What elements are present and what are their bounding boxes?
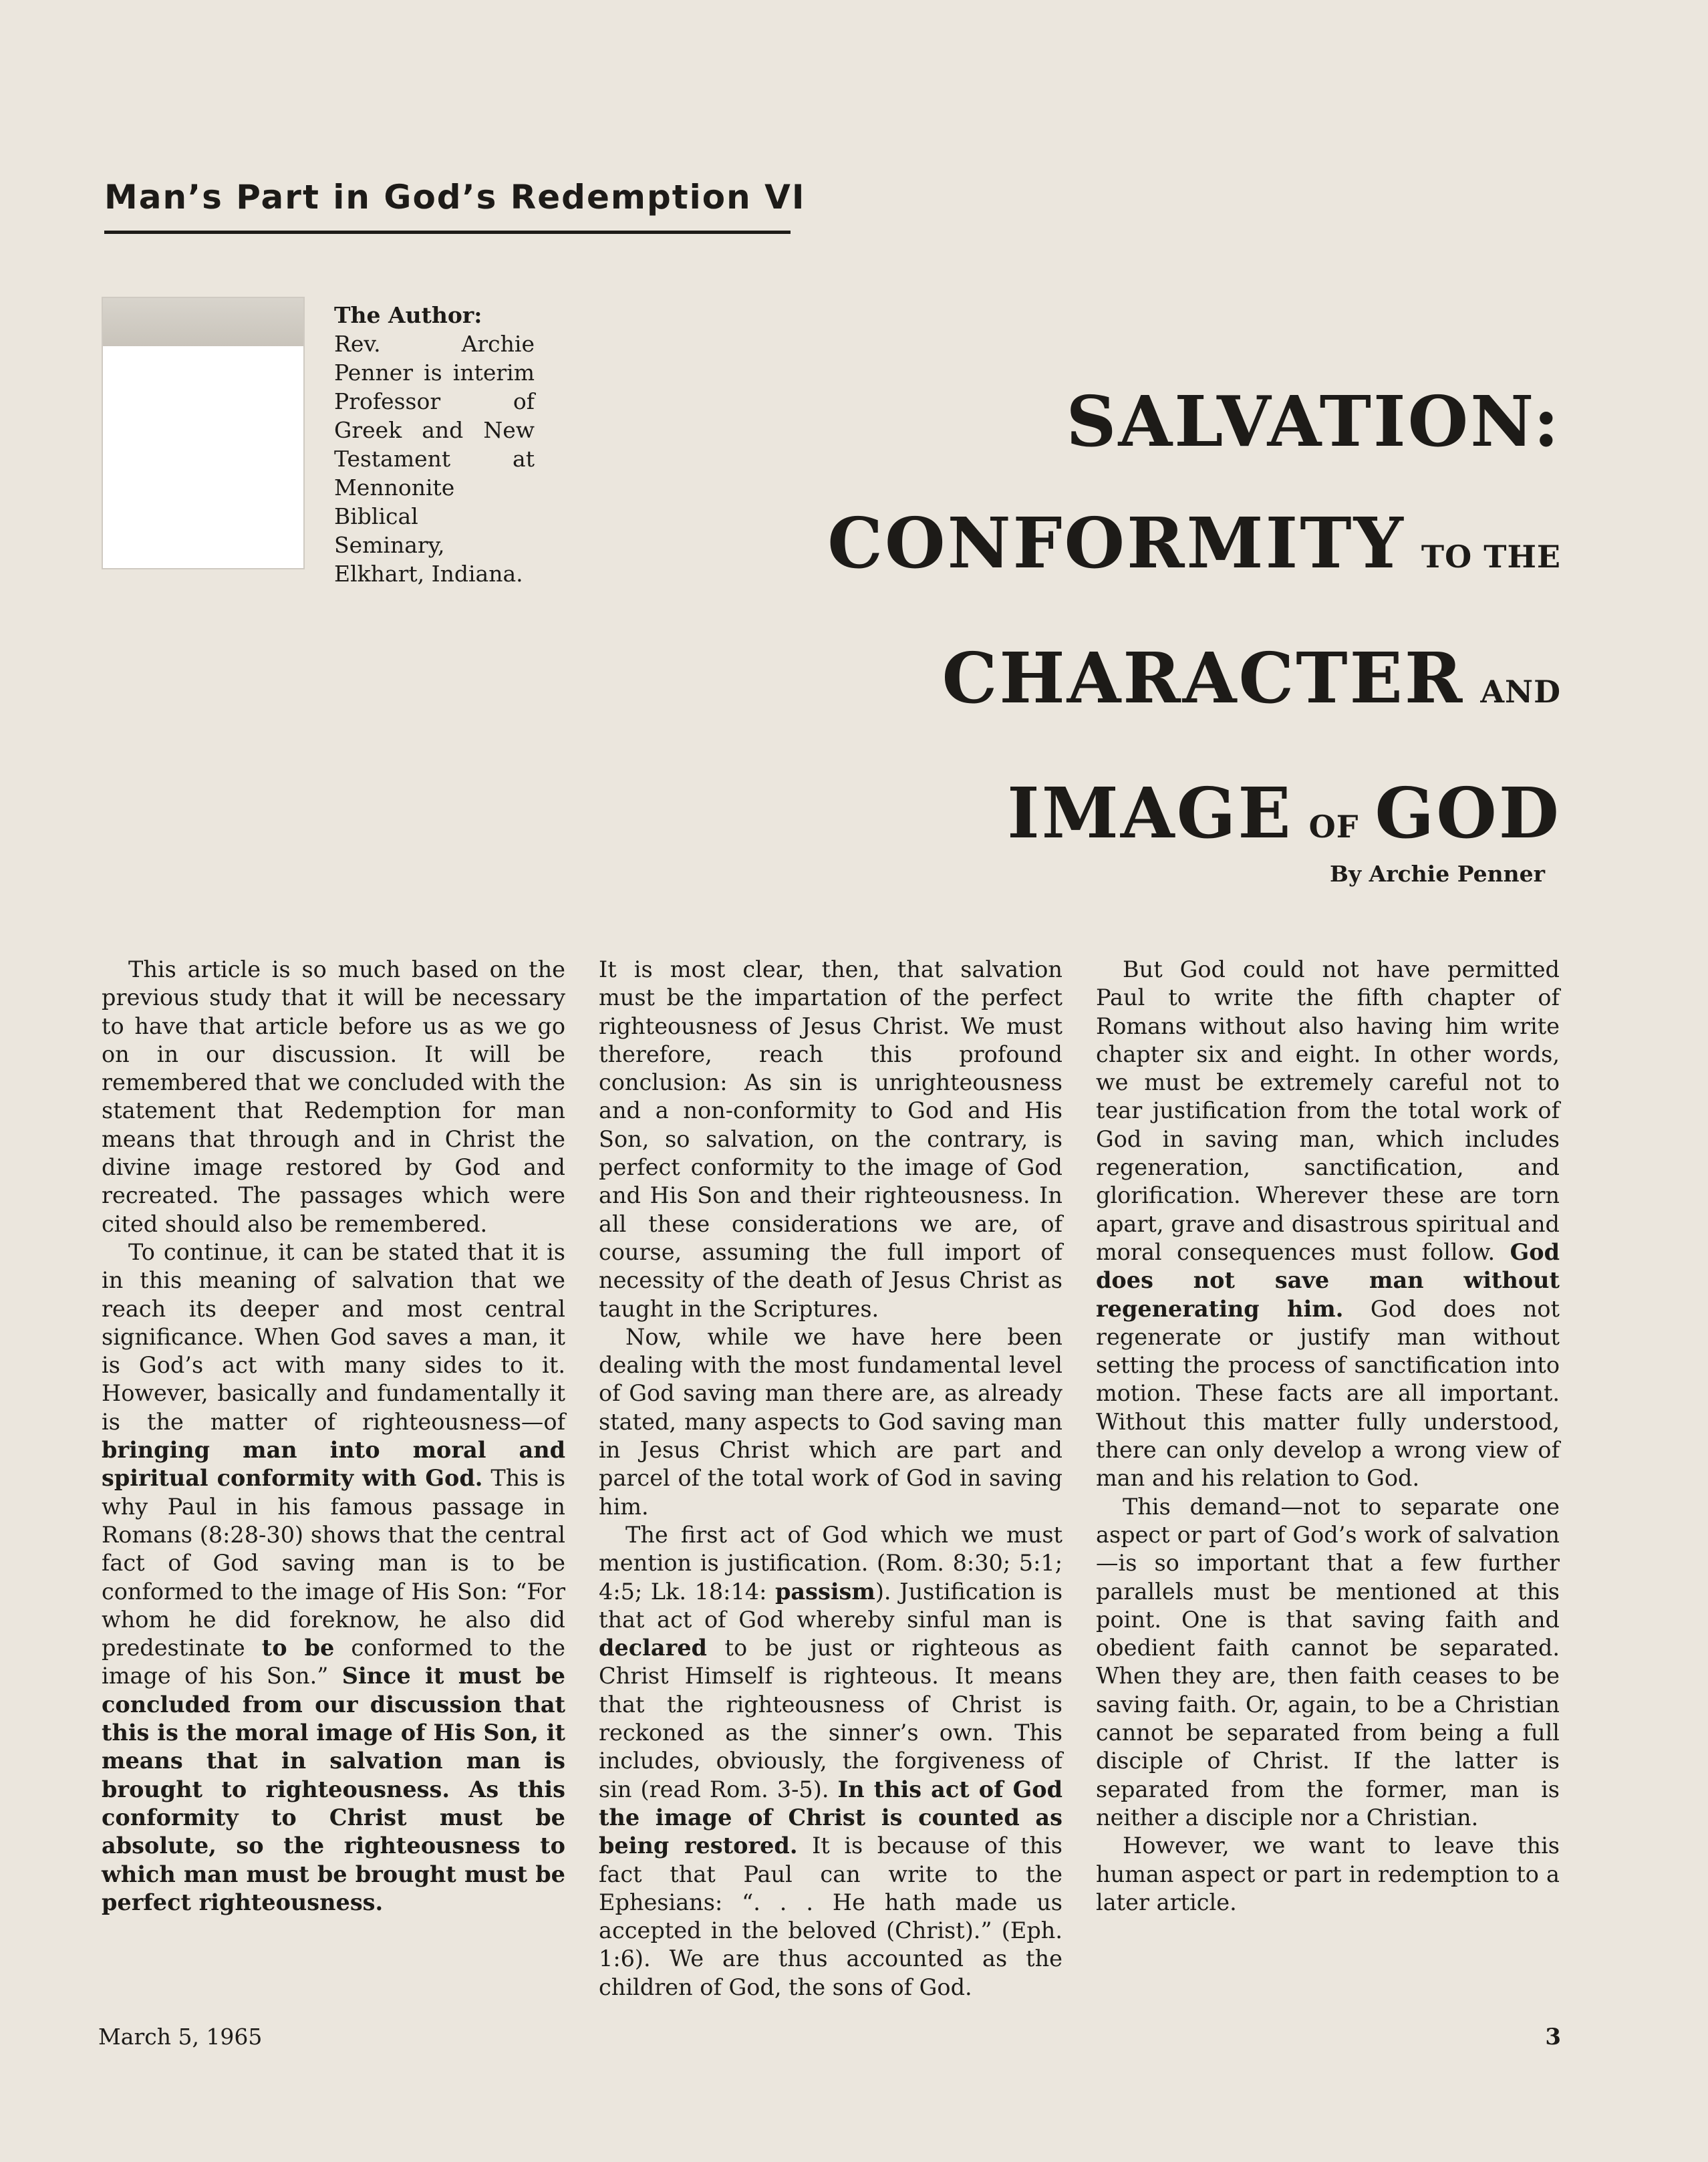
bold-text-run: Since it must be concluded from our discussion that this is the moral image of His Son, it means that in salvation man is brought to righteousness. As this conformity to Christ must be absolute, so the righteousness to which man must be brought must be perfect righteousness.	[102, 1663, 565, 1915]
body-paragraph-3: Now, while we have here been dealing with the most fundamental level of God saving man there are, as already stated, many aspects to God saving man in Jesus Christ which are part and parcel of the total work of God in saving him.	[599, 1323, 1062, 1520]
body-paragraph-2-continued: It is most clear, then, that salvation must be the impartation of the perfect righteousness of Jesus Christ. We must therefore, reach this profound conclusion: As sin is unrighteousness and a non-conformity to God and His Son, so salvation, on the contrary, is perfect conformity to the image of God and His Son and their righteousness. In all these considerations we are, of course, assuming the full import of necessity of the death of Jesus Christ as taught in the Scriptures.	[599, 956, 1062, 1322]
author-photo-shading	[103, 298, 303, 346]
article-headline	[692, 361, 1561, 888]
body-column-1	[102, 956, 565, 1917]
text-run: This is why Paul in his famous passage in Romans (8:28-30) shows that the central fact of God saving man is to be conformed to the image of His Son: “For whom he did foreknow, he also did predestinate	[102, 1465, 566, 1661]
body-column-3	[1096, 956, 1560, 1917]
text-run: God does not regenerate or justify man without setting the process of sanctification into motion. These facts are all important. Without this matter fully understood, there can only develop a wrong view of man and his relation to God.	[1096, 1295, 1560, 1492]
text-run: ). Justification is that act of God whereby sinful man is	[599, 1578, 1063, 1633]
headline-line-1	[692, 361, 1561, 483]
bold-text-run: to be	[261, 1635, 335, 1661]
body-column-2	[599, 956, 1062, 2002]
body-paragraph-4	[599, 1521, 1062, 2002]
issue-date: March 5, 1965	[98, 2024, 263, 2050]
author-label: The Author:	[334, 302, 482, 328]
headline-word-salvation: SALVATION:	[1066, 380, 1561, 462]
headline-word-and: AND	[1480, 674, 1561, 710]
bold-text-run: declared	[599, 1635, 707, 1661]
headline-line-2	[692, 483, 1561, 618]
series-title-rule	[104, 231, 791, 234]
bold-text-run: In this act of God the image of Christ is counted as being restored.	[599, 1776, 1062, 1859]
headline-word-of: OF	[1308, 809, 1359, 845]
byline: By Archie Penner	[1330, 861, 1545, 887]
body-paragraph-2	[102, 1238, 565, 1917]
text-run: But God could not have permitted Paul to write the fifth chapter of Romans without also having him write chapter six and eight. In other words, we must be extremely careful not to tear justification from the total work of God in saving man, which includes regeneration, sanctification, and glorification. Wherever these are torn apart, grave and disastrous spiritual and moral consequences must follow.	[1096, 956, 1560, 1265]
text-run: It is because of this fact that Paul can write to the Ephesians: “. . . He hath made us accepted in the beloved (Christ).” (Eph. 1:6). We are thus accounted as the children of God, the sons of God.	[599, 1833, 1062, 2000]
bold-text-run: bringing man into moral and spiritual conformity with God.	[102, 1437, 565, 1492]
body-paragraph-1: This article is so much based on the previous study that it will be necessary to have that article before us as we go on in our discussion. It will be remembered that we concluded with the statement that Redemption for man means that through and in Christ the divine image restored by God and recreated. The passages which were cited should also be remembered.	[102, 956, 565, 1237]
headline-word-to-the: TO THE	[1421, 539, 1561, 575]
headline-word-image: IMAGE	[1007, 772, 1293, 854]
text-run: to be just or righteous as Christ Himself is righteous. It means that the righteousness of Christ is reckoned as the sinner’s own. This includes, obviously, the forgiveness of sin (read Rom. 3-5).	[599, 1635, 1062, 1802]
body-paragraph-5	[1096, 956, 1560, 1493]
text-run: conformed to the image of his Son.”	[102, 1635, 565, 1690]
series-title: Man’s Part in God’s Redemption VI	[104, 178, 806, 217]
bold-text-run: passism	[774, 1578, 875, 1605]
author-photo	[102, 297, 305, 569]
headline-line-3	[692, 618, 1561, 753]
page-number: 3	[1545, 2024, 1561, 2050]
author-bio-box	[334, 301, 535, 588]
author-bio: Rev. Archie Penner is interim Professor of Greek and New Testament at Mennonite Biblical Seminary, Elkhart, Indiana.	[334, 331, 535, 587]
text-run: To continue, it can be stated that it is in this meaning of salvation that we reach its deeper and most central significance. When God saves a man, it is God’s act with many sides to it. However, basically and fundamentally it is the matter of righteousness—of	[102, 1238, 565, 1435]
headline-word-god: GOD	[1375, 772, 1561, 854]
headline-word-character: CHARACTER	[942, 637, 1465, 719]
body-paragraph-7: However, we want to leave this human aspect or part in redemption to a later article.	[1096, 1833, 1560, 1915]
headline-word-conformity: CONFORMITY	[827, 502, 1405, 584]
body-paragraph-6: This demand—not to separate one aspect or part of God’s work of salvation—is so important that a few further parallels must be mentioned at this point. One is that saving faith and obedient faith cannot be separated. When they are, then faith ceases to be saving faith. Or, again, to be a Christian cannot be separated from being a full disciple of Christ. If the latter is separated from the former, man is neither a disciple nor a Christian.	[1096, 1493, 1560, 1831]
bold-text-run: God does not save man without regenerating him.	[1096, 1238, 1560, 1322]
text-run: The first act of God which we must mention is justification. (Rom. 8:30; 5:1; 4:5; Lk. 18:14:	[599, 1521, 1062, 1605]
